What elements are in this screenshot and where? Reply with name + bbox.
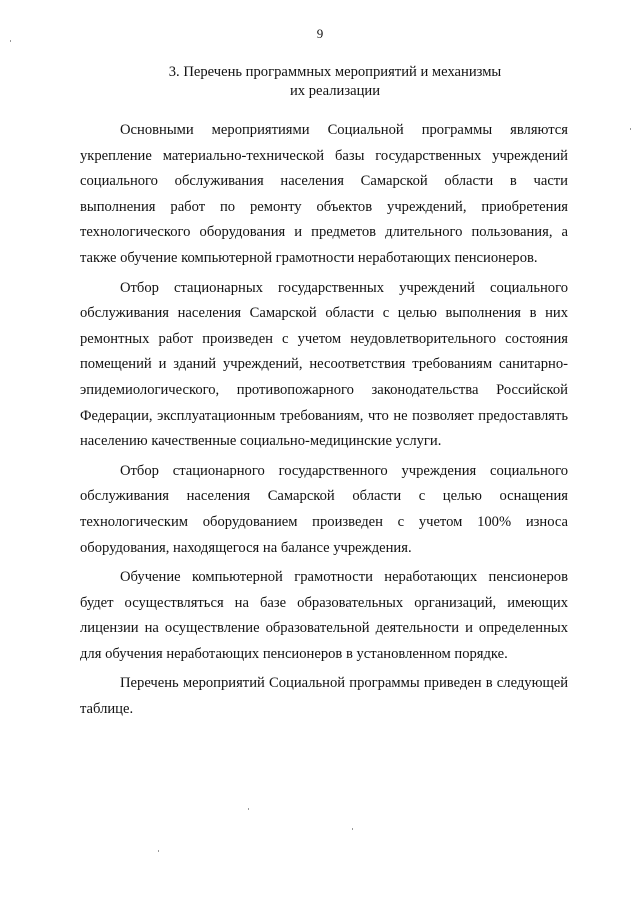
scan-speck [352,828,353,830]
paragraph-equipment-selection: Отбор стационарного государственного учреждения социального обслуживания населения Самарской области с целью оснащения технологическим оборудованием произведен с учетом 100% износа оборудования, находящегося на балансе учреждения. [80,462,568,556]
scan-speck [630,128,631,130]
scan-speck [158,850,159,852]
body-text [80,118,568,723]
paragraph-computer-training: Обучение компьютерной грамотности неработающих пенсионеров будет осуществляться на базе образовательных организаций, имеющих лицензии на осуществление образовательной деятельности и определенных для обучения неработающих пенсионеров в установленном порядке. [80,569,568,662]
section-title-line-1: 3. Перечень программных мероприятий и механизмы [168,64,502,80]
section-title [80,63,590,101]
paragraph-table-reference: Перечень мероприятий Социальной программы приведен в следующей таблице. [80,675,568,718]
paragraph-main-activities: Основными мероприятиями Социальной программы являются укрепление материально-технической базы государственных учреждений социального обслуживания населения Самарской области в части выполнения работ по ремонту объектов учреждений, приобретения технологического оборудования и предметов длительного пользования, а также обучение компьютерной грамотности неработающих пенсионеров. [80,122,568,266]
paragraph-repair-selection: Отбор стационарных государственных учреждений социального обслуживания населения Самарской области с целью выполнения в них ремонтных работ произведен с учетом неудовлетворительного состояния помещений и зданий учреждений, несоответствия требованиям санитарно-эпидемиологического, противопожарного законодательства Российской Федерации, эксплуатационным требованиям, что не позволяет предоставлять населению качественные социально-медицинские услуги. [80,279,568,450]
page-number: 9 [316,26,324,41]
section-title-line-2: их реализации [289,83,381,99]
scan-speck [10,40,11,42]
scan-speck [248,808,249,810]
